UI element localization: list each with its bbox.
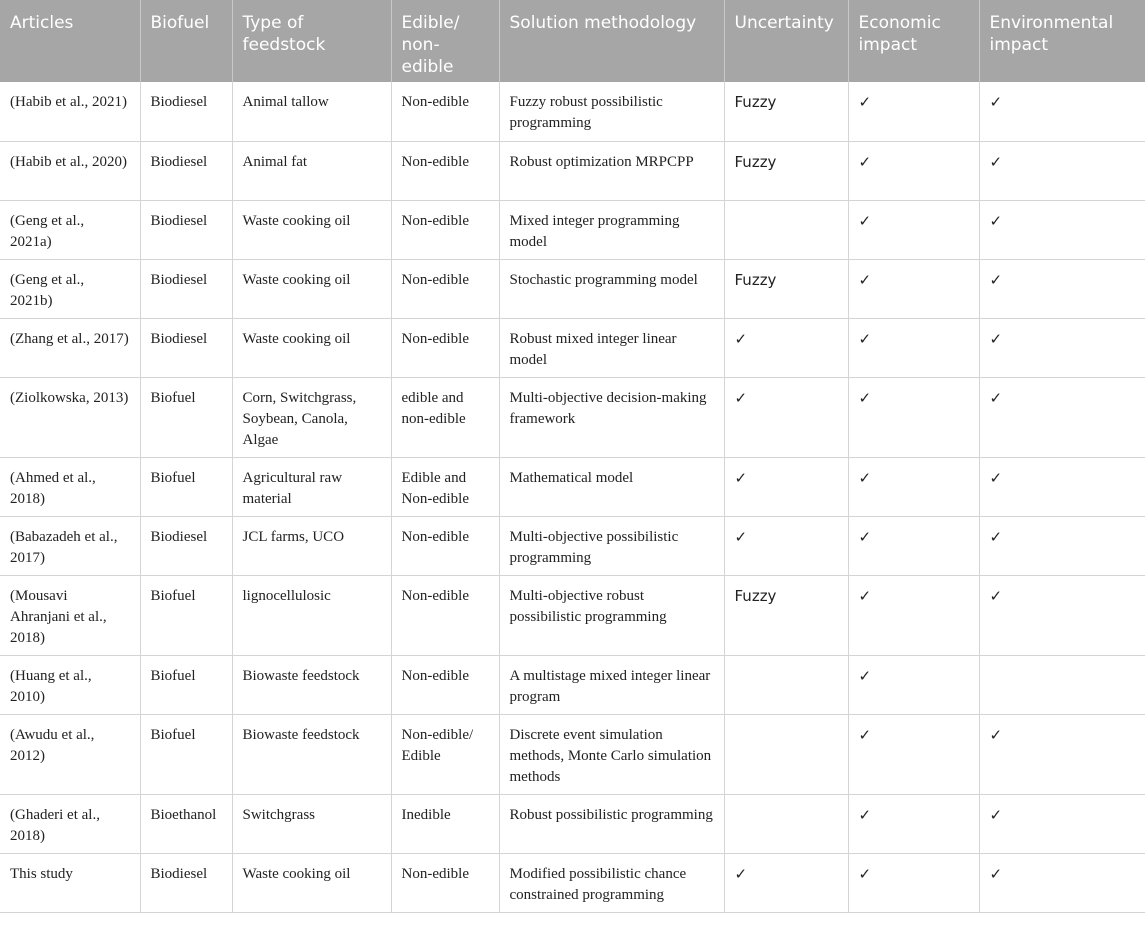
table-row — [0, 200, 1145, 259]
cell-methodology: Discrete event simulation methods, Monte Carlo simulation methods — [499, 714, 724, 794]
cell-biofuel: Biodiesel — [140, 516, 232, 575]
header-economic-impact: Economic impact — [848, 0, 979, 82]
cell-feedstock: lignocellulosic — [232, 575, 391, 655]
cell-methodology: Multi-objective robust possibilistic programming — [499, 575, 724, 655]
cell-biofuel: Biofuel — [140, 575, 232, 655]
cell-edibility: Edible and Non-edible — [391, 457, 499, 516]
cell-feedstock: Biowaste feedstock — [232, 655, 391, 714]
cell-uncertainty: ✓ — [724, 377, 848, 457]
cell-feedstock: JCL farms, UCO — [232, 516, 391, 575]
cell-article: (Babazadeh et al., 2017) — [0, 516, 140, 575]
cell-biofuel: Biofuel — [140, 377, 232, 457]
table-row — [0, 794, 1145, 853]
cell-feedstock: Waste cooking oil — [232, 259, 391, 318]
cell-methodology: A multistage mixed integer linear program — [499, 655, 724, 714]
cell-feedstock: Corn, Switchgrass, Soybean, Canola, Algae — [232, 377, 391, 457]
cell-economic: ✓ — [848, 655, 979, 714]
cell-biofuel: Biodiesel — [140, 82, 232, 141]
cell-article: (Ziolkowska, 2013) — [0, 377, 140, 457]
cell-article: (Ahmed et al., 2018) — [0, 457, 140, 516]
cell-environmental: ✓ — [979, 259, 1145, 318]
header-feedstock-type: Type of feedstock — [232, 0, 391, 82]
cell-environmental: ✓ — [979, 714, 1145, 794]
cell-edibility: Non-edible — [391, 575, 499, 655]
cell-edibility: Non-edible — [391, 516, 499, 575]
table-row — [0, 82, 1145, 141]
header-row — [0, 0, 1145, 82]
cell-environmental: ✓ — [979, 794, 1145, 853]
cell-methodology: Fuzzy robust possibilistic programming — [499, 82, 724, 141]
cell-uncertainty: ✓ — [724, 318, 848, 377]
cell-feedstock: Agricultural raw material — [232, 457, 391, 516]
table-row — [0, 655, 1145, 714]
table-row — [0, 516, 1145, 575]
cell-environmental: ✓ — [979, 575, 1145, 655]
cell-methodology: Modified possibilistic chance constrained programming — [499, 853, 724, 912]
cell-edibility: Non-edible — [391, 200, 499, 259]
cell-article: (Zhang et al., 2017) — [0, 318, 140, 377]
cell-methodology: Robust optimization MRPCPP — [499, 141, 724, 200]
cell-article: This study — [0, 853, 140, 912]
cell-environmental — [979, 655, 1145, 714]
header-edibility: Edible/ non- edible — [391, 0, 499, 82]
cell-economic: ✓ — [848, 377, 979, 457]
cell-edibility: Non-edible — [391, 318, 499, 377]
cell-economic: ✓ — [848, 259, 979, 318]
cell-article: (Geng et al., 2021a) — [0, 200, 140, 259]
cell-economic: ✓ — [848, 575, 979, 655]
cell-feedstock: Switchgrass — [232, 794, 391, 853]
cell-uncertainty: ✓ — [724, 457, 848, 516]
cell-edibility: Non-edible — [391, 82, 499, 141]
cell-environmental: ✓ — [979, 141, 1145, 200]
cell-environmental: ✓ — [979, 82, 1145, 141]
cell-feedstock: Waste cooking oil — [232, 853, 391, 912]
cell-uncertainty: Fuzzy — [724, 575, 848, 655]
cell-methodology: Multi-objective possibilistic programming — [499, 516, 724, 575]
cell-uncertainty — [724, 714, 848, 794]
table-row — [0, 318, 1145, 377]
cell-biofuel: Bioethanol — [140, 794, 232, 853]
cell-biofuel: Biofuel — [140, 457, 232, 516]
cell-economic: ✓ — [848, 794, 979, 853]
cell-economic: ✓ — [848, 141, 979, 200]
cell-article: (Huang et al., 2010) — [0, 655, 140, 714]
cell-biofuel: Biodiesel — [140, 200, 232, 259]
cell-methodology: Robust mixed integer linear model — [499, 318, 724, 377]
table-row — [0, 853, 1145, 912]
cell-environmental: ✓ — [979, 853, 1145, 912]
cell-economic: ✓ — [848, 200, 979, 259]
header-solution-methodology: Solution methodology — [499, 0, 724, 82]
cell-economic: ✓ — [848, 318, 979, 377]
cell-biofuel: Biodiesel — [140, 259, 232, 318]
cell-article: (Awudu et al., 2012) — [0, 714, 140, 794]
cell-methodology: Mathematical model — [499, 457, 724, 516]
cell-edibility: Non-edible — [391, 853, 499, 912]
cell-methodology: Stochastic programming model — [499, 259, 724, 318]
cell-feedstock: Waste cooking oil — [232, 318, 391, 377]
cell-biofuel: Biodiesel — [140, 318, 232, 377]
cell-uncertainty: Fuzzy — [724, 259, 848, 318]
cell-uncertainty: ✓ — [724, 853, 848, 912]
table-row — [0, 259, 1145, 318]
cell-uncertainty — [724, 794, 848, 853]
cell-article: (Habib et al., 2020) — [0, 141, 140, 200]
cell-edibility: Non-edible/ Edible — [391, 714, 499, 794]
table-row — [0, 714, 1145, 794]
header-uncertainty: Uncertainty — [724, 0, 848, 82]
cell-environmental: ✓ — [979, 457, 1145, 516]
cell-article: (Ghaderi et al., 2018) — [0, 794, 140, 853]
cell-edibility: edible and non-edible — [391, 377, 499, 457]
cell-methodology: Multi-objective decision-making framework — [499, 377, 724, 457]
cell-environmental: ✓ — [979, 516, 1145, 575]
cell-economic: ✓ — [848, 516, 979, 575]
cell-edibility: Inedible — [391, 794, 499, 853]
cell-uncertainty: Fuzzy — [724, 82, 848, 141]
cell-economic: ✓ — [848, 457, 979, 516]
table-row — [0, 575, 1145, 655]
cell-edibility: Non-edible — [391, 141, 499, 200]
cell-article: (Habib et al., 2021) — [0, 82, 140, 141]
cell-environmental: ✓ — [979, 377, 1145, 457]
cell-feedstock: Biowaste feedstock — [232, 714, 391, 794]
cell-feedstock: Waste cooking oil — [232, 200, 391, 259]
cell-edibility: Non-edible — [391, 259, 499, 318]
cell-methodology: Robust possibilistic programming — [499, 794, 724, 853]
cell-uncertainty — [724, 200, 848, 259]
cell-biofuel: Biofuel — [140, 655, 232, 714]
cell-environmental: ✓ — [979, 318, 1145, 377]
cell-uncertainty: ✓ — [724, 516, 848, 575]
cell-methodology: Mixed integer programming model — [499, 200, 724, 259]
cell-uncertainty: Fuzzy — [724, 141, 848, 200]
cell-biofuel: Biodiesel — [140, 141, 232, 200]
cell-feedstock: Animal fat — [232, 141, 391, 200]
cell-economic: ✓ — [848, 714, 979, 794]
cell-uncertainty — [724, 655, 848, 714]
table-row — [0, 141, 1145, 200]
cell-article: (Geng et al., 2021b) — [0, 259, 140, 318]
table-row — [0, 457, 1145, 516]
header-environmental-impact: Environmental impact — [979, 0, 1145, 82]
cell-biofuel: Biodiesel — [140, 853, 232, 912]
cell-economic: ✓ — [848, 853, 979, 912]
header-articles: Articles — [0, 0, 140, 82]
cell-economic: ✓ — [848, 82, 979, 141]
cell-article: (Mousavi Ahranjani et al., 2018) — [0, 575, 140, 655]
cell-edibility: Non-edible — [391, 655, 499, 714]
header-biofuel: Biofuel — [140, 0, 232, 82]
cell-feedstock: Animal tallow — [232, 82, 391, 141]
cell-biofuel: Biofuel — [140, 714, 232, 794]
cell-environmental: ✓ — [979, 200, 1145, 259]
table-row — [0, 377, 1145, 457]
